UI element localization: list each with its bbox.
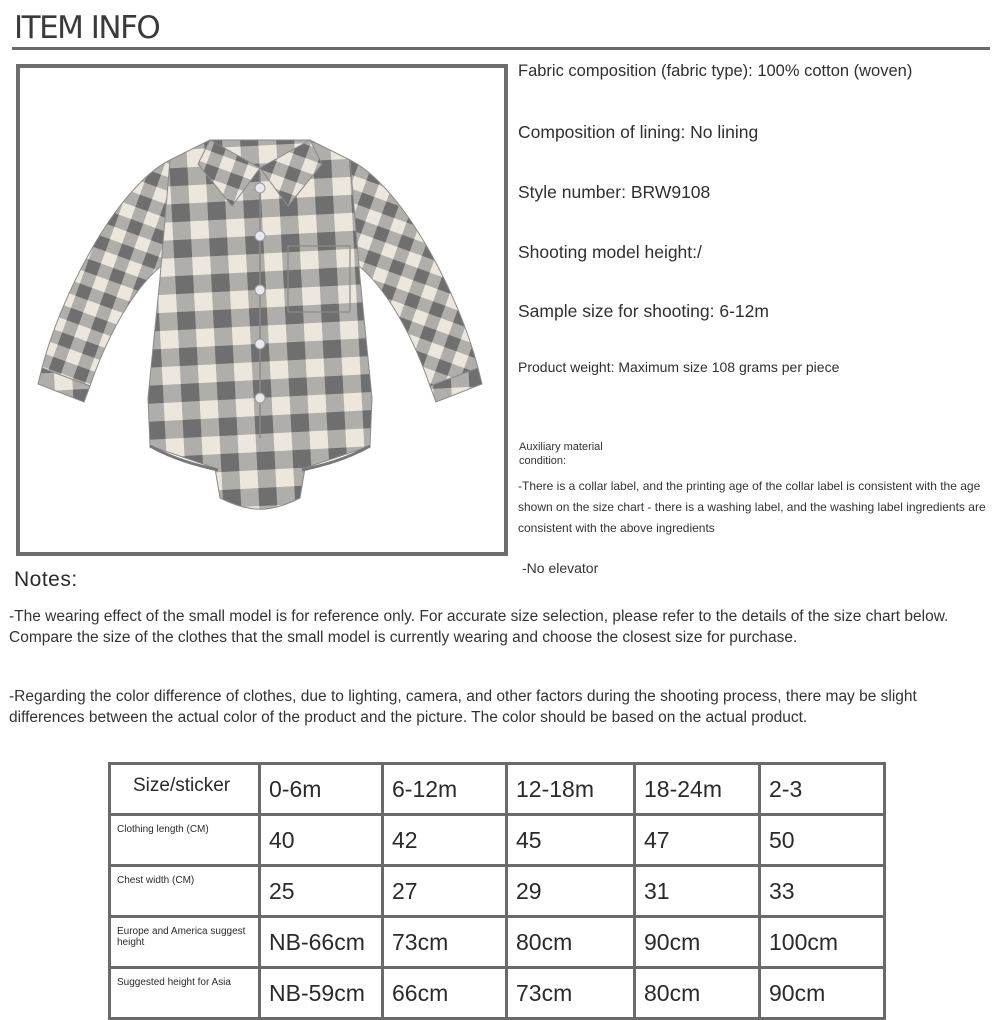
table-cell: 90cm xyxy=(635,917,760,968)
table-cell: 80cm xyxy=(635,968,760,1019)
notes-heading: Notes: xyxy=(14,568,78,591)
table-cell: 27 xyxy=(383,866,507,917)
table-cell: 45 xyxy=(507,815,635,866)
product-weight: Product weight: Maximum size 108 grams per piece xyxy=(518,359,840,375)
size-chart-header-row xyxy=(110,764,885,815)
size-cell: 0-6m xyxy=(260,764,383,815)
size-cell: 12-18m xyxy=(507,764,635,815)
auxiliary-material-title: Auxiliary material condition: xyxy=(519,441,603,467)
table-cell: 66cm xyxy=(383,968,507,1019)
table-row xyxy=(110,815,885,866)
fabric-composition: Fabric composition (fabric type): 100% cotton (woven) xyxy=(518,62,913,80)
model-height: Shooting model height:/ xyxy=(518,242,702,262)
table-cell: 40 xyxy=(260,815,383,866)
size-cell: 6-12m xyxy=(383,764,507,815)
title-divider xyxy=(12,47,990,50)
size-cell: 2-3 xyxy=(760,764,885,815)
row-label: Europe and America suggest height xyxy=(110,917,260,968)
table-cell: NB-59cm xyxy=(260,968,383,1019)
row-label: Suggested height for Asia xyxy=(110,968,260,1019)
elevator-note: -No elevator xyxy=(522,560,599,576)
size-header-label: Size/sticker xyxy=(110,764,260,815)
size-cell: 18-24m xyxy=(635,764,760,815)
table-cell: 31 xyxy=(635,866,760,917)
table-row xyxy=(110,917,885,968)
product-image xyxy=(16,64,508,556)
table-cell: NB-66cm xyxy=(260,917,383,968)
table-cell: 33 xyxy=(760,866,885,917)
table-cell: 73cm xyxy=(383,917,507,968)
style-number: Style number: BRW9108 xyxy=(518,182,711,202)
plaid-baby-romper-image xyxy=(20,68,504,552)
row-label: Clothing length (CM) xyxy=(110,815,260,866)
table-cell: 73cm xyxy=(507,968,635,1019)
table-cell: 25 xyxy=(260,866,383,917)
lining-composition: Composition of lining: No lining xyxy=(518,122,759,142)
table-cell: 90cm xyxy=(760,968,885,1019)
table-row xyxy=(110,968,885,1019)
auxiliary-material-text: -There is a collar label, and the printing age of the collar label is consistent with the age shown on the size chart - there is a washing label, and the washing label ingredients are consistent with the above ingredients xyxy=(518,479,986,535)
table-cell: 50 xyxy=(760,815,885,866)
note-color-difference: -Regarding the color difference of clothes, due to lighting, camera, and other factors during the shooting process, there may be slight differences between the actual color of the product and the picture. The color should be based on the actual product. xyxy=(9,688,917,726)
row-label: Chest width (CM) xyxy=(110,866,260,917)
table-cell: 80cm xyxy=(507,917,635,968)
table-cell: 47 xyxy=(635,815,760,866)
table-row xyxy=(110,866,885,917)
page-title: ITEM INFO xyxy=(14,10,160,46)
table-cell: 100cm xyxy=(760,917,885,968)
note-size-reference: -The wearing effect of the small model is for reference only. For accurate size selection, please refer to the details of the size chart below. Compare the size of the clothes that the small model is currently wearing and choose the closest size for purchase. xyxy=(9,608,949,646)
table-cell: 29 xyxy=(507,866,635,917)
sample-size: Sample size for shooting: 6-12m xyxy=(518,301,769,321)
table-cell: 42 xyxy=(383,815,507,866)
size-chart xyxy=(108,762,886,1020)
